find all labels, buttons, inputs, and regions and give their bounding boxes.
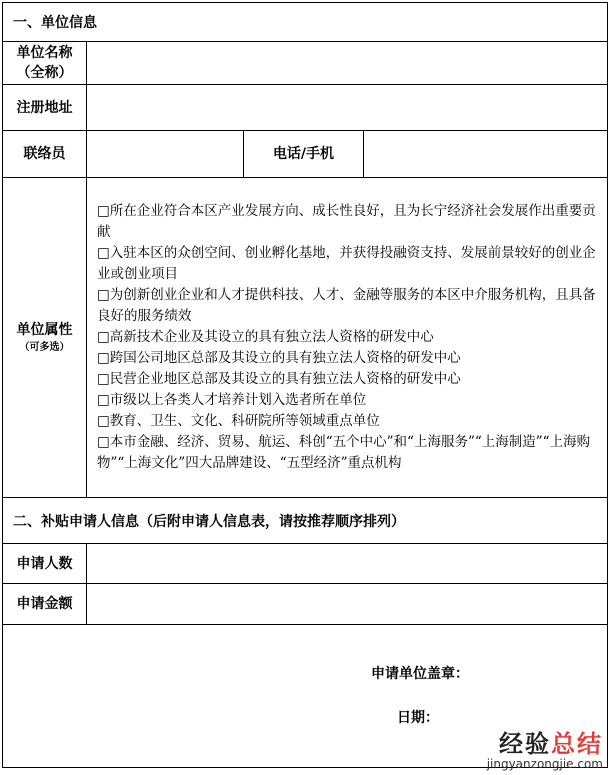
attribute-option[interactable]: □本市金融、经济、贸易、航运、科创“五个中心”和“上海服务”“上海制造”“上海购物”“上海文化”四大品牌建设、“五型经济”重点机构 (97, 434, 591, 471)
unit-name-row (3, 42, 608, 85)
attribute-option[interactable]: □民营企业地区总部及其设立的具有独立法人资格的研发中心 (97, 371, 461, 387)
contact-field[interactable] (87, 131, 244, 178)
seal-label: 申请单位盖章： (371, 666, 469, 682)
amount-field[interactable] (87, 584, 608, 625)
section2-header-row (3, 498, 608, 544)
unit-name-label-sub: （全称） (16, 65, 73, 81)
unit-name-field[interactable] (87, 42, 608, 85)
application-form-table (2, 2, 608, 768)
attribute-option[interactable]: □高新技术企业及其设立的具有独立法人资格的研发中心 (97, 329, 434, 345)
watermark (487, 731, 603, 771)
contact-row (3, 131, 608, 178)
section2-title: 二、补贴申请人信息（后附申请人信息表，请按推荐顺序排列） (3, 498, 608, 544)
watermark-url: jingyanzongjie.com (486, 757, 603, 771)
attributes-label-sub: （可多选） (19, 341, 70, 353)
date-label: 日期： (397, 710, 439, 726)
address-row (3, 85, 608, 131)
attributes-label: 单位属性 (16, 321, 73, 338)
watermark-brand-accent: 总结 (551, 730, 603, 758)
watermark-brand (487, 731, 603, 757)
contact-label: 联络员 (3, 131, 87, 178)
attribute-option[interactable]: □市级以上各类人才培养计划入选者所在单位 (97, 392, 367, 408)
attribute-option[interactable]: □跨国公司地区总部及其设立的具有独立法人资格的研发中心 (97, 350, 461, 366)
applicant-count-label: 申请人数 (3, 544, 87, 584)
applicant-count-row (3, 544, 608, 584)
unit-name-label: 单位名称 (16, 45, 73, 61)
attribute-option[interactable]: □入驻本区的众创空间、创业孵化基地，并获得投融资支持、发展前景较好的创业企业或创业项目 (97, 245, 596, 282)
unit-name-label-cell (3, 42, 87, 85)
phone-label: 电话/手机 (244, 131, 364, 178)
section1-header-row (3, 3, 608, 42)
phone-field[interactable] (364, 131, 608, 178)
attribute-option[interactable]: □所在企业符合本区产业发展方向、成长性良好，且为长宁经济社会发展作出重要贡献 (97, 203, 596, 240)
amount-row (3, 584, 608, 625)
attribute-option[interactable]: □教育、卫生、文化、科研院所等领域重点单位 (97, 413, 380, 429)
amount-label: 申请金额 (3, 584, 87, 625)
attributes-options (87, 178, 608, 498)
watermark-brand-main: 经验 (499, 730, 551, 758)
address-field[interactable] (87, 85, 608, 131)
attributes-row (3, 178, 608, 498)
applicant-count-field[interactable] (87, 544, 608, 584)
attributes-label-cell (3, 178, 87, 498)
attribute-option[interactable]: □为创新创业企业和人才提供科技、人才、金融等服务的本区中介服务机构，且具备良好的服务绩效 (97, 287, 596, 324)
section1-title: 一、单位信息 (3, 3, 608, 42)
address-label: 注册地址 (3, 85, 87, 131)
